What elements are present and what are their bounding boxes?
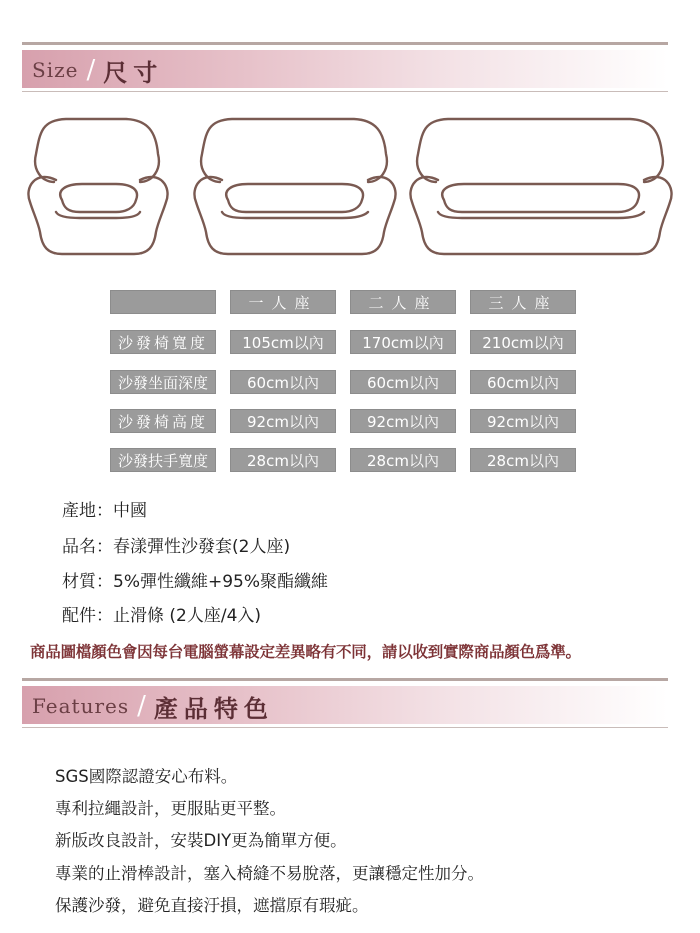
row-label: 沙發扶手寬度: [110, 448, 216, 472]
feature-item: 專業的止滑棒設計，塞入椅縫不易脫落，更讓穩定性加分。: [55, 864, 484, 883]
size-title: [32, 54, 163, 86]
table-cell: 92cm以內: [470, 409, 576, 433]
size-title-zh: 尺寸: [103, 57, 164, 87]
features-section-header: [22, 678, 668, 728]
header-rule: [22, 678, 668, 681]
table-cell: 60cm以內: [470, 370, 576, 394]
size-title-en: Size: [32, 58, 79, 82]
two-seat-sofa-icon: [194, 119, 395, 254]
features-title-zh: 產品特色: [153, 693, 274, 723]
spec-material: 材質：5%彈性纖維+95%聚酯纖維: [62, 572, 328, 592]
table-cell: 92cm以內: [350, 409, 456, 433]
spec-origin: 產地：中國: [62, 501, 147, 521]
features-title: [32, 690, 274, 722]
row-label: 沙發椅高度: [110, 409, 216, 433]
table-cell: 170cm以內: [350, 330, 456, 354]
feature-item: 專利拉繩設計，更服貼更平整。: [55, 799, 286, 818]
spec-accessories: 配件：止滑條 (2人座/4入): [62, 606, 262, 626]
table-cell: 105cm以內: [230, 330, 336, 354]
table-cell: 60cm以內: [350, 370, 456, 394]
table-cell: 28cm以內: [470, 448, 576, 472]
column-header: 三人座: [470, 290, 576, 314]
three-seat-sofa-icon: [410, 119, 671, 254]
header-rule: [22, 42, 668, 45]
spec-product-name: 品名：春漾彈性沙發套(2人座): [62, 537, 291, 557]
feature-item: 新版改良設計，安裝DIY更為簡單方便。: [55, 831, 347, 850]
sofa-illustrations: [26, 112, 676, 262]
table-cell: 28cm以內: [350, 448, 456, 472]
table-cell: 28cm以內: [230, 448, 336, 472]
column-header: 一人座: [230, 290, 336, 314]
row-label: 沙發椅寬度: [110, 330, 216, 354]
column-header: 二人座: [350, 290, 456, 314]
header-underline: [22, 91, 668, 92]
table-cell: 60cm以內: [230, 370, 336, 394]
table-cell: 210cm以內: [470, 330, 576, 354]
feature-item: SGS國際認證安心布料。: [55, 767, 238, 786]
table-corner: [110, 290, 216, 314]
title-slash: /: [86, 55, 96, 85]
feature-item: 保護沙發，避免直接汙損，遮擋原有瑕疵。: [55, 896, 369, 915]
table-cell: 92cm以內: [230, 409, 336, 433]
one-seat-sofa-icon: [28, 119, 167, 254]
color-disclaimer: 商品圖檔顏色會因每台電腦螢幕設定差異略有不同，請以收到實際商品顏色爲準。: [30, 642, 581, 661]
title-slash: /: [137, 691, 146, 721]
row-label: 沙發坐面深度: [110, 370, 216, 394]
header-underline: [22, 727, 668, 728]
features-title-en: Features: [32, 694, 130, 718]
size-section-header: [22, 42, 668, 92]
